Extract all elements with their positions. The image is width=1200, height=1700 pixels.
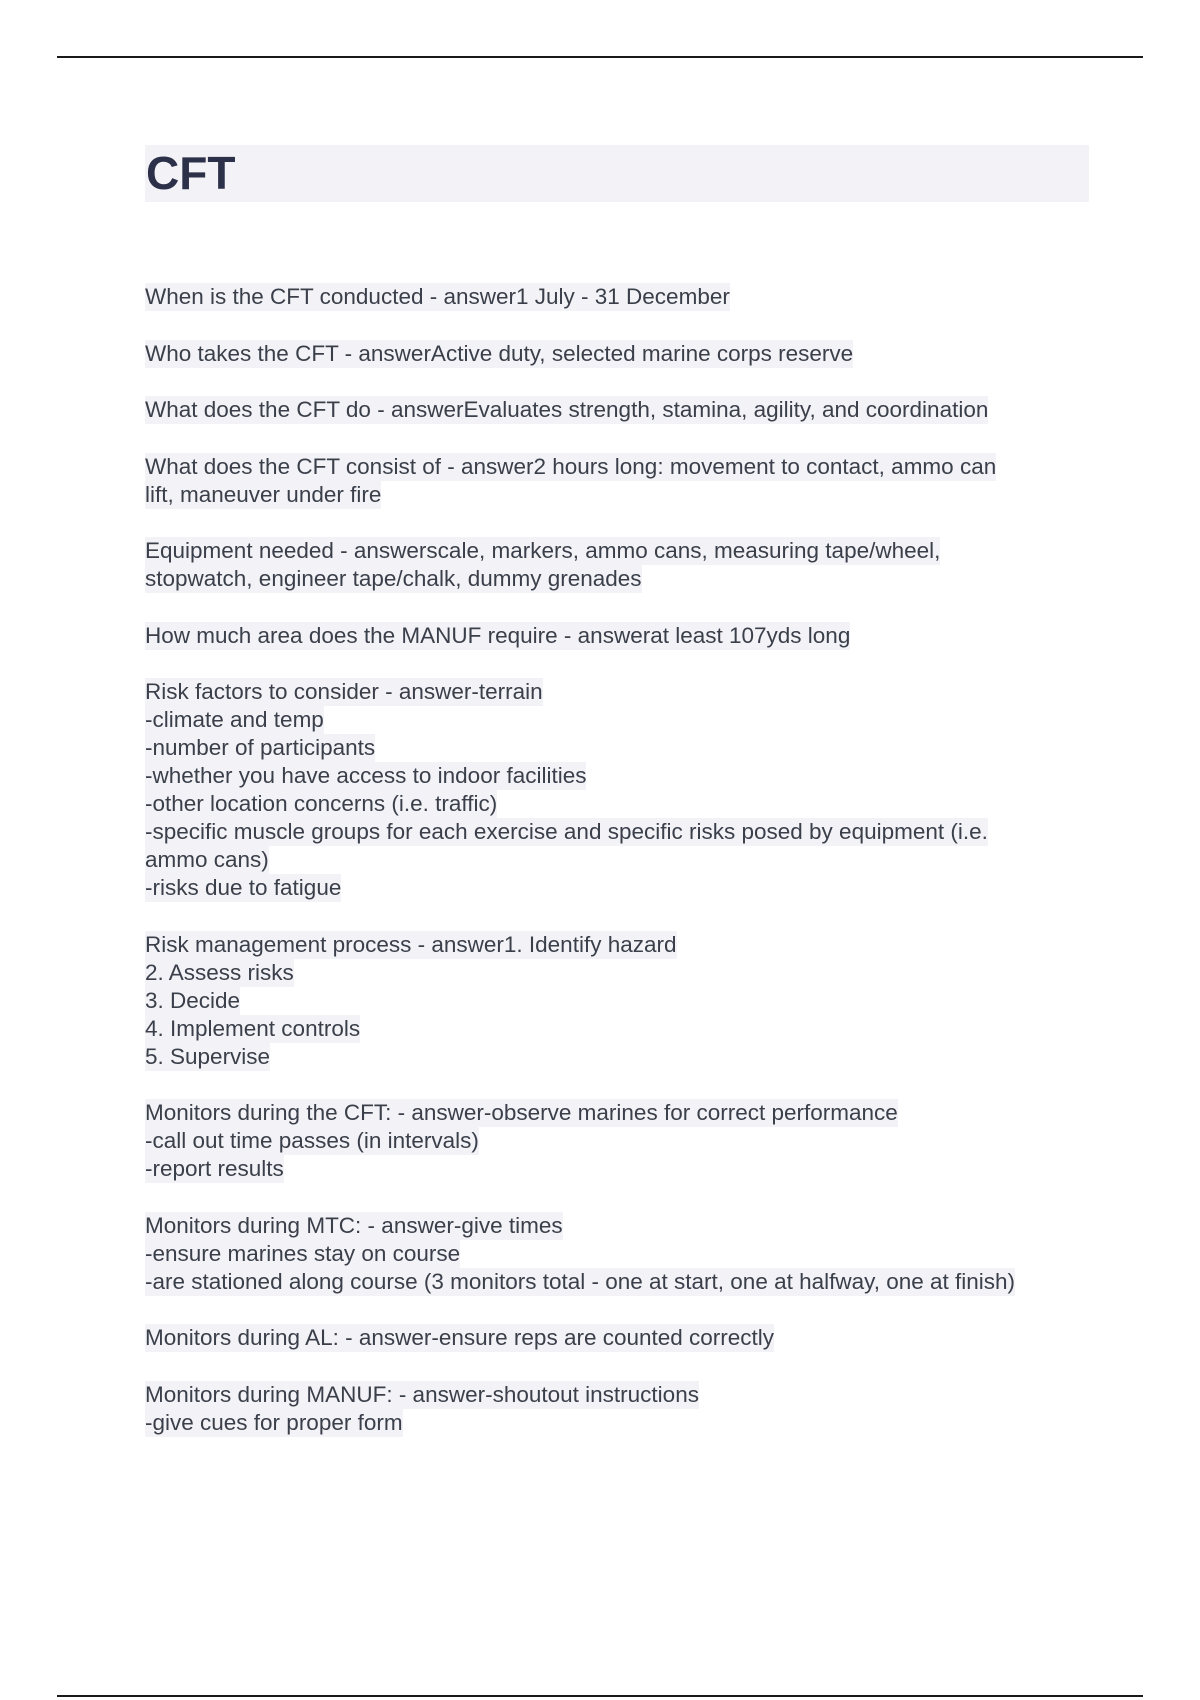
qa-answer-line: -report results <box>145 1156 284 1181</box>
qa-answer-line: -call out time passes (in intervals) <box>145 1128 479 1153</box>
qa-item <box>145 622 1095 650</box>
top-rule <box>57 56 1143 58</box>
title-band <box>145 145 1089 202</box>
qa-item <box>145 396 1095 424</box>
qa-question-line: Who takes the CFT - answerActive duty, selected marine corps reserve <box>145 340 854 366</box>
qa-answer-line: -whether you have access to indoor facilities <box>145 763 587 788</box>
qa-item <box>145 1212 1095 1296</box>
bottom-rule <box>57 1695 1143 1697</box>
qa-answer-line: -specific muscle groups for each exercise and specific risks posed by equipment (i.e. <box>145 819 988 844</box>
qa-item <box>145 678 1095 902</box>
qa-item <box>145 283 1095 311</box>
qa-answer-line: 3. Decide <box>145 987 241 1013</box>
qa-question-line: Monitors during MANUF: - answer-shoutout instructions <box>145 1381 699 1407</box>
qa-answer-line: -other location concerns (i.e. traffic) <box>145 791 498 816</box>
qa-answer-line: 4. Implement controls <box>145 1015 361 1041</box>
qa-answer-line: stopwatch, engineer tape/chalk, dummy grenades <box>145 566 642 591</box>
qa-question-line: Monitors during AL: - answer-ensure reps are counted correctly <box>145 1325 775 1350</box>
qa-answer-line: lift, maneuver under fire <box>145 481 382 507</box>
page-title: CFT <box>146 147 236 199</box>
qa-question-line: Monitors during MTC: - answer-give times <box>145 1212 563 1238</box>
qa-item <box>145 340 1095 368</box>
qa-answer-line: -ensure marines stay on course <box>145 1240 461 1266</box>
qa-answer-line: ammo cans) <box>145 847 269 872</box>
qa-item <box>145 931 1095 1071</box>
qa-question-line: When is the CFT conducted - answer1 July - 31 December <box>145 284 730 309</box>
qa-question-line: How much area does the MANUF require - answerat least 107yds long <box>145 622 851 648</box>
qa-question-line: Monitors during the CFT: - answer-observe marines for correct performance <box>145 1100 898 1125</box>
qa-answer-line: -climate and temp <box>145 707 324 732</box>
qa-answer-line: 2. Assess risks <box>145 959 294 985</box>
qa-question-line: Risk management process - answer1. Identify hazard <box>145 931 677 957</box>
qa-item <box>145 1381 1095 1437</box>
qa-answer-line: -risks due to fatigue <box>145 875 342 900</box>
qa-list <box>145 283 1095 1465</box>
qa-answer-line: -are stationed along course (3 monitors total - one at start, one at halfway, one at finish) <box>145 1268 1016 1294</box>
qa-item <box>145 1099 1095 1183</box>
qa-answer-line: 5. Supervise <box>145 1043 271 1069</box>
qa-item <box>145 537 1095 593</box>
qa-item <box>145 453 1095 509</box>
qa-item <box>145 1324 1095 1352</box>
qa-question-line: Equipment needed - answerscale, markers, ammo cans, measuring tape/wheel, <box>145 538 941 563</box>
qa-answer-line: -give cues for proper form <box>145 1409 403 1435</box>
qa-question-line: What does the CFT do - answerEvaluates strength, stamina, agility, and coordination <box>145 397 989 422</box>
qa-question-line: Risk factors to consider - answer-terrain <box>145 679 543 704</box>
qa-question-line: What does the CFT consist of - answer2 hours long: movement to contact, ammo can <box>145 453 997 479</box>
qa-answer-line: -number of participants <box>145 735 376 760</box>
